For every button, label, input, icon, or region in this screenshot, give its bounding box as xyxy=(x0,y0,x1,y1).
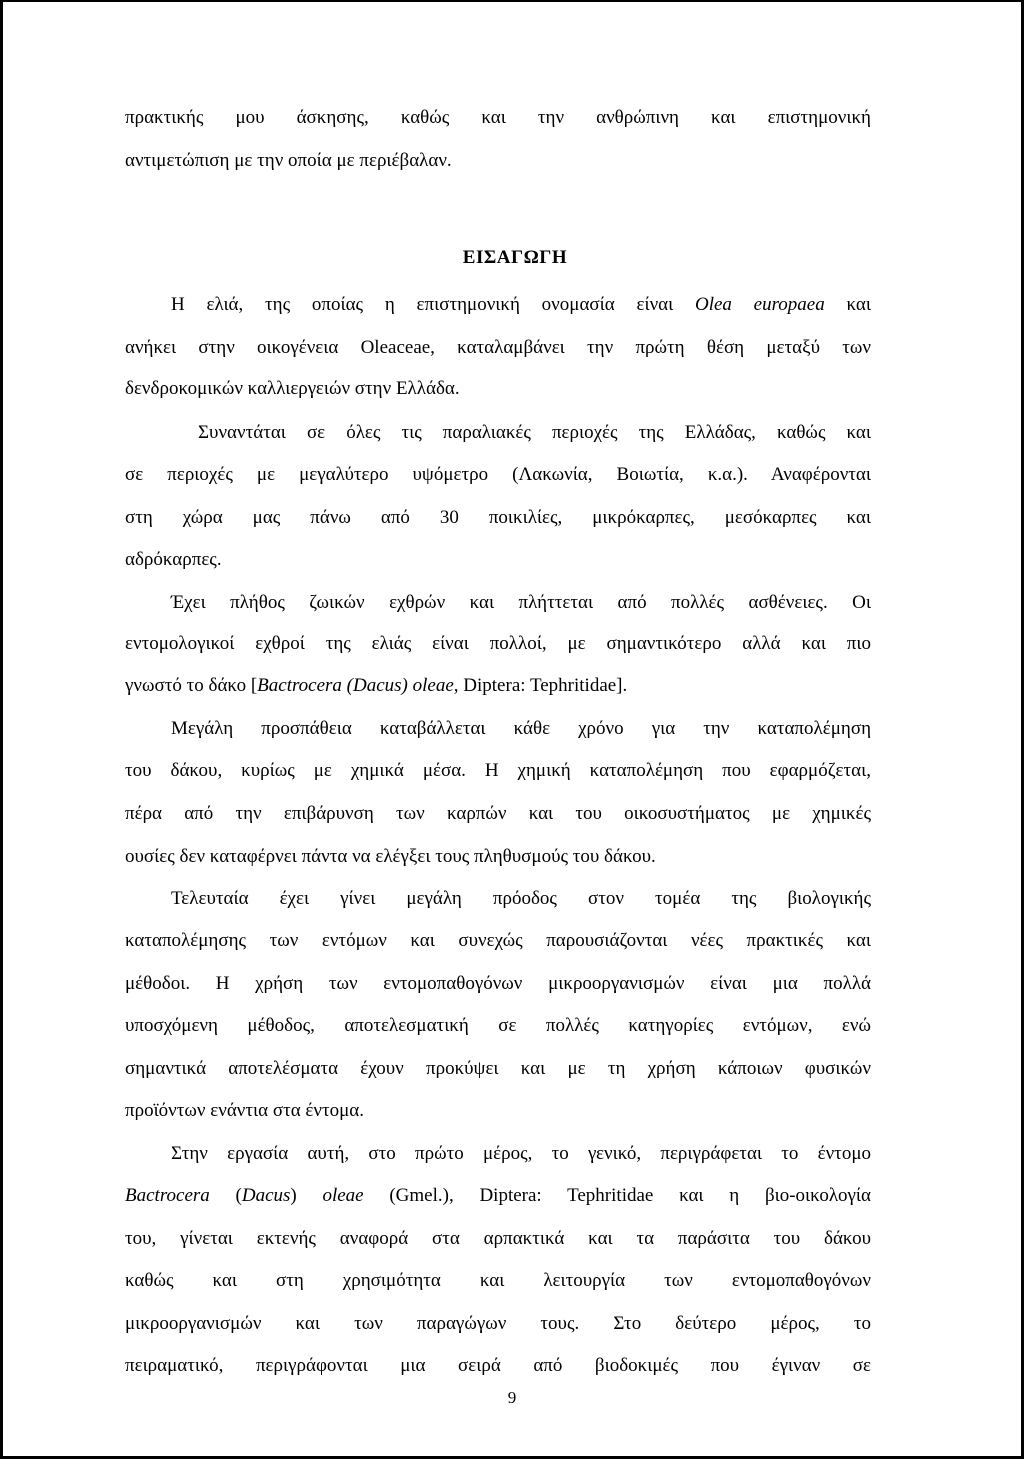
text-span: ) xyxy=(290,1185,323,1206)
text-line: του, γίνεται εκτενής αναφορά στα αρπακτικά και τα παράσιτα του δάκου xyxy=(125,1228,871,1249)
text-line: μέθοδοι. Η χρήση των εντομοπαθογόνων μικροοργανισμών είναι μια πολλά xyxy=(125,973,871,994)
text-line: υποσχόμενη μέθοδος, αποτελεσματική σε πολλές κατηγορίες εντόμων, ενώ xyxy=(125,1015,871,1036)
text-line: καταπολέμησης των εντόμων και συνεχώς παρουσιάζονται νέες πρακτικές και xyxy=(125,930,871,951)
text-line: μικροοργανισμών και των παραγώγων τους. Στο δεύτερο μέρος, το xyxy=(125,1313,871,1334)
species-name: Olea europaea xyxy=(694,294,825,315)
text-line: προϊόντων ενάντια στα έντομα. xyxy=(125,1100,365,1121)
species-name: Bactrocera (Dacus) oleae xyxy=(257,675,454,696)
text-line: εντομολογικοί εχθροί της ελιάς είναι πολλοί, με σημαντικότερο αλλά και πιο xyxy=(125,633,871,654)
text-line: Τελευταία έχει γίνει μεγάλη πρόοδος στον τομέα της βιολογικής xyxy=(171,888,871,909)
text-line: Έχει πλήθος ζωικών εχθρών και πλήττεται από πολλές ασθένειες. Οι xyxy=(171,592,871,613)
text-line: καθώς και στη χρησιμότητα και λειτουργία των εντομοπαθογόνων xyxy=(125,1270,871,1291)
species-name: Bactrocera xyxy=(125,1185,210,1206)
text-line xyxy=(125,674,871,698)
text-line: ανήκει στην οικογένεια Oleaceae, καταλαμβάνει την πρώτη θέση μεταξύ των xyxy=(125,337,871,358)
text-line: πειραματικό, περιγράφονται μια σειρά από βιοδοκιμές που έγιναν σε xyxy=(125,1355,871,1376)
text-line: σημαντικά αποτελέσματα έχουν προκύψει και με τη χρήση κάποιων φυσικών xyxy=(125,1058,871,1079)
section-heading: ΕΙΣΑΓΩΓΗ xyxy=(462,247,568,268)
text-line: πρακτικής μου άσκησης, καθώς και την ανθρώπινη και επιστημονική xyxy=(125,107,871,128)
text-span: γνωστό το δάκο [ xyxy=(125,675,258,696)
text-line: Μεγάλη προσπάθεια καταβάλλεται κάθε χρόνο για την καταπολέμηση xyxy=(171,718,871,739)
text-span: και xyxy=(824,294,871,315)
text-span: , Diptera: Tephritidae]. xyxy=(453,675,628,696)
text-line: σε περιοχές με μεγαλύτερο υψόμετρο (Λακωνία, Βοιωτία, κ.α.). Αναφέρονται xyxy=(125,464,871,485)
text-line: αντιμετώπιση με την οποία με περιέβαλαν. xyxy=(125,150,452,171)
page-number: 9 xyxy=(507,1388,517,1407)
text-line xyxy=(171,293,871,317)
text-span: Η ελιά, της οποίας η επιστημονική ονομασία είναι xyxy=(171,294,695,315)
species-name: oleae xyxy=(322,1185,364,1206)
text-line: ουσίες δεν καταφέρνει πάντα να ελέγξει τους πληθυσμούς του δάκου. xyxy=(125,846,656,867)
species-name: Dacus xyxy=(241,1185,291,1206)
text-span: (Gmel.), Diptera: Tephritidae και η βιο-οικολογία xyxy=(363,1185,871,1206)
text-line: πέρα από την επιβάρυνση των καρπών και του οικοσυστήματος με χημικές xyxy=(125,803,871,824)
text-span: ( xyxy=(209,1185,242,1206)
text-line: στη χώρα μας πάνω από 30 ποικιλίες, μικρόκαρπες, μεσόκαρπες και xyxy=(125,507,871,528)
text-line: δενδροκομικών καλλιεργειών στην Ελλάδα. xyxy=(125,378,460,399)
text-line: Στην εργασία αυτή, στο πρώτο μέρος, το γενικό, περιγράφεται το έντομο xyxy=(171,1143,871,1164)
text-line: του δάκου, κυρίως με χημικά μέσα. Η χημική καταπολέμηση που εφαρμόζεται, xyxy=(125,760,871,781)
text-line: αδρόκαρπες. xyxy=(125,549,222,570)
text-line: Συναντάται σε όλες τις παραλιακές περιοχές της Ελλάδας, καθώς και xyxy=(198,422,871,443)
text-line xyxy=(125,1184,871,1208)
